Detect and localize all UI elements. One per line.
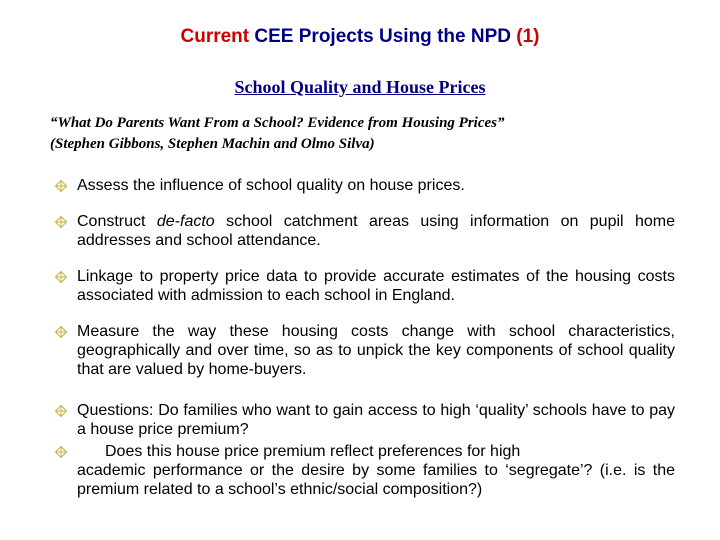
bullet-text: Measure the way these housing costs change with school characteristics, geographically and over time, so as to unpick the key components of school quality that are valued by home-buyers.	[77, 323, 675, 378]
title-highlight: Current	[180, 26, 250, 47]
bullet-text	[77, 401, 675, 439]
bullet-item	[55, 401, 675, 439]
title-number: (1)	[516, 26, 540, 47]
diamond-bullet-icon	[55, 216, 67, 228]
bullet-text: Assess the influence of school quality on house prices.	[77, 177, 465, 194]
bullet-item	[55, 322, 675, 379]
diamond-bullet-icon	[55, 180, 67, 192]
bullet-text-continuation: academic performance or the desire by some families to ‘segregate’? (i.e. is the premium related to a school’s ethnic/social composition?)	[77, 462, 675, 498]
citation-authors: (Stephen Gibbons, Stephen Machin and Olmo Silva)	[50, 136, 375, 152]
diamond-bullet-icon	[55, 405, 67, 417]
title-main: CEE Projects Using the NPD	[249, 26, 517, 47]
diamond-bullet-icon	[55, 326, 67, 338]
bullet-item	[55, 267, 675, 305]
bullet-text-first-line: Does this house price premium reflect preferences for high	[105, 443, 521, 460]
slide-title	[0, 26, 720, 48]
questions-text: : Do families who want to gain access to high ‘quality’ schools have to pay a house price premium?	[77, 402, 675, 438]
bullet-text-emphasis: de-facto	[156, 213, 215, 230]
bullet-text-before: Construct	[77, 213, 157, 230]
bullet-text-after: school catchment areas using information on pupil home addresses and school attendance.	[77, 213, 675, 249]
questions-label: Questions	[77, 402, 150, 419]
citation-paper-title: “What Do Parents Want From a School? Evidence from Housing Prices”	[50, 115, 505, 131]
bullet-text	[77, 442, 675, 499]
bullet-item	[55, 176, 675, 195]
bullet-text: Linkage to property price data to provide accurate estimates of the housing costs associated with admission to each school in England.	[77, 268, 675, 304]
diamond-bullet-icon	[55, 446, 67, 458]
page-subtitle: School Quality and House Prices	[234, 77, 486, 97]
diamond-bullet-icon	[55, 271, 67, 283]
bullet-item	[55, 212, 675, 250]
bullet-item	[55, 442, 675, 499]
bullet-text	[77, 212, 675, 250]
